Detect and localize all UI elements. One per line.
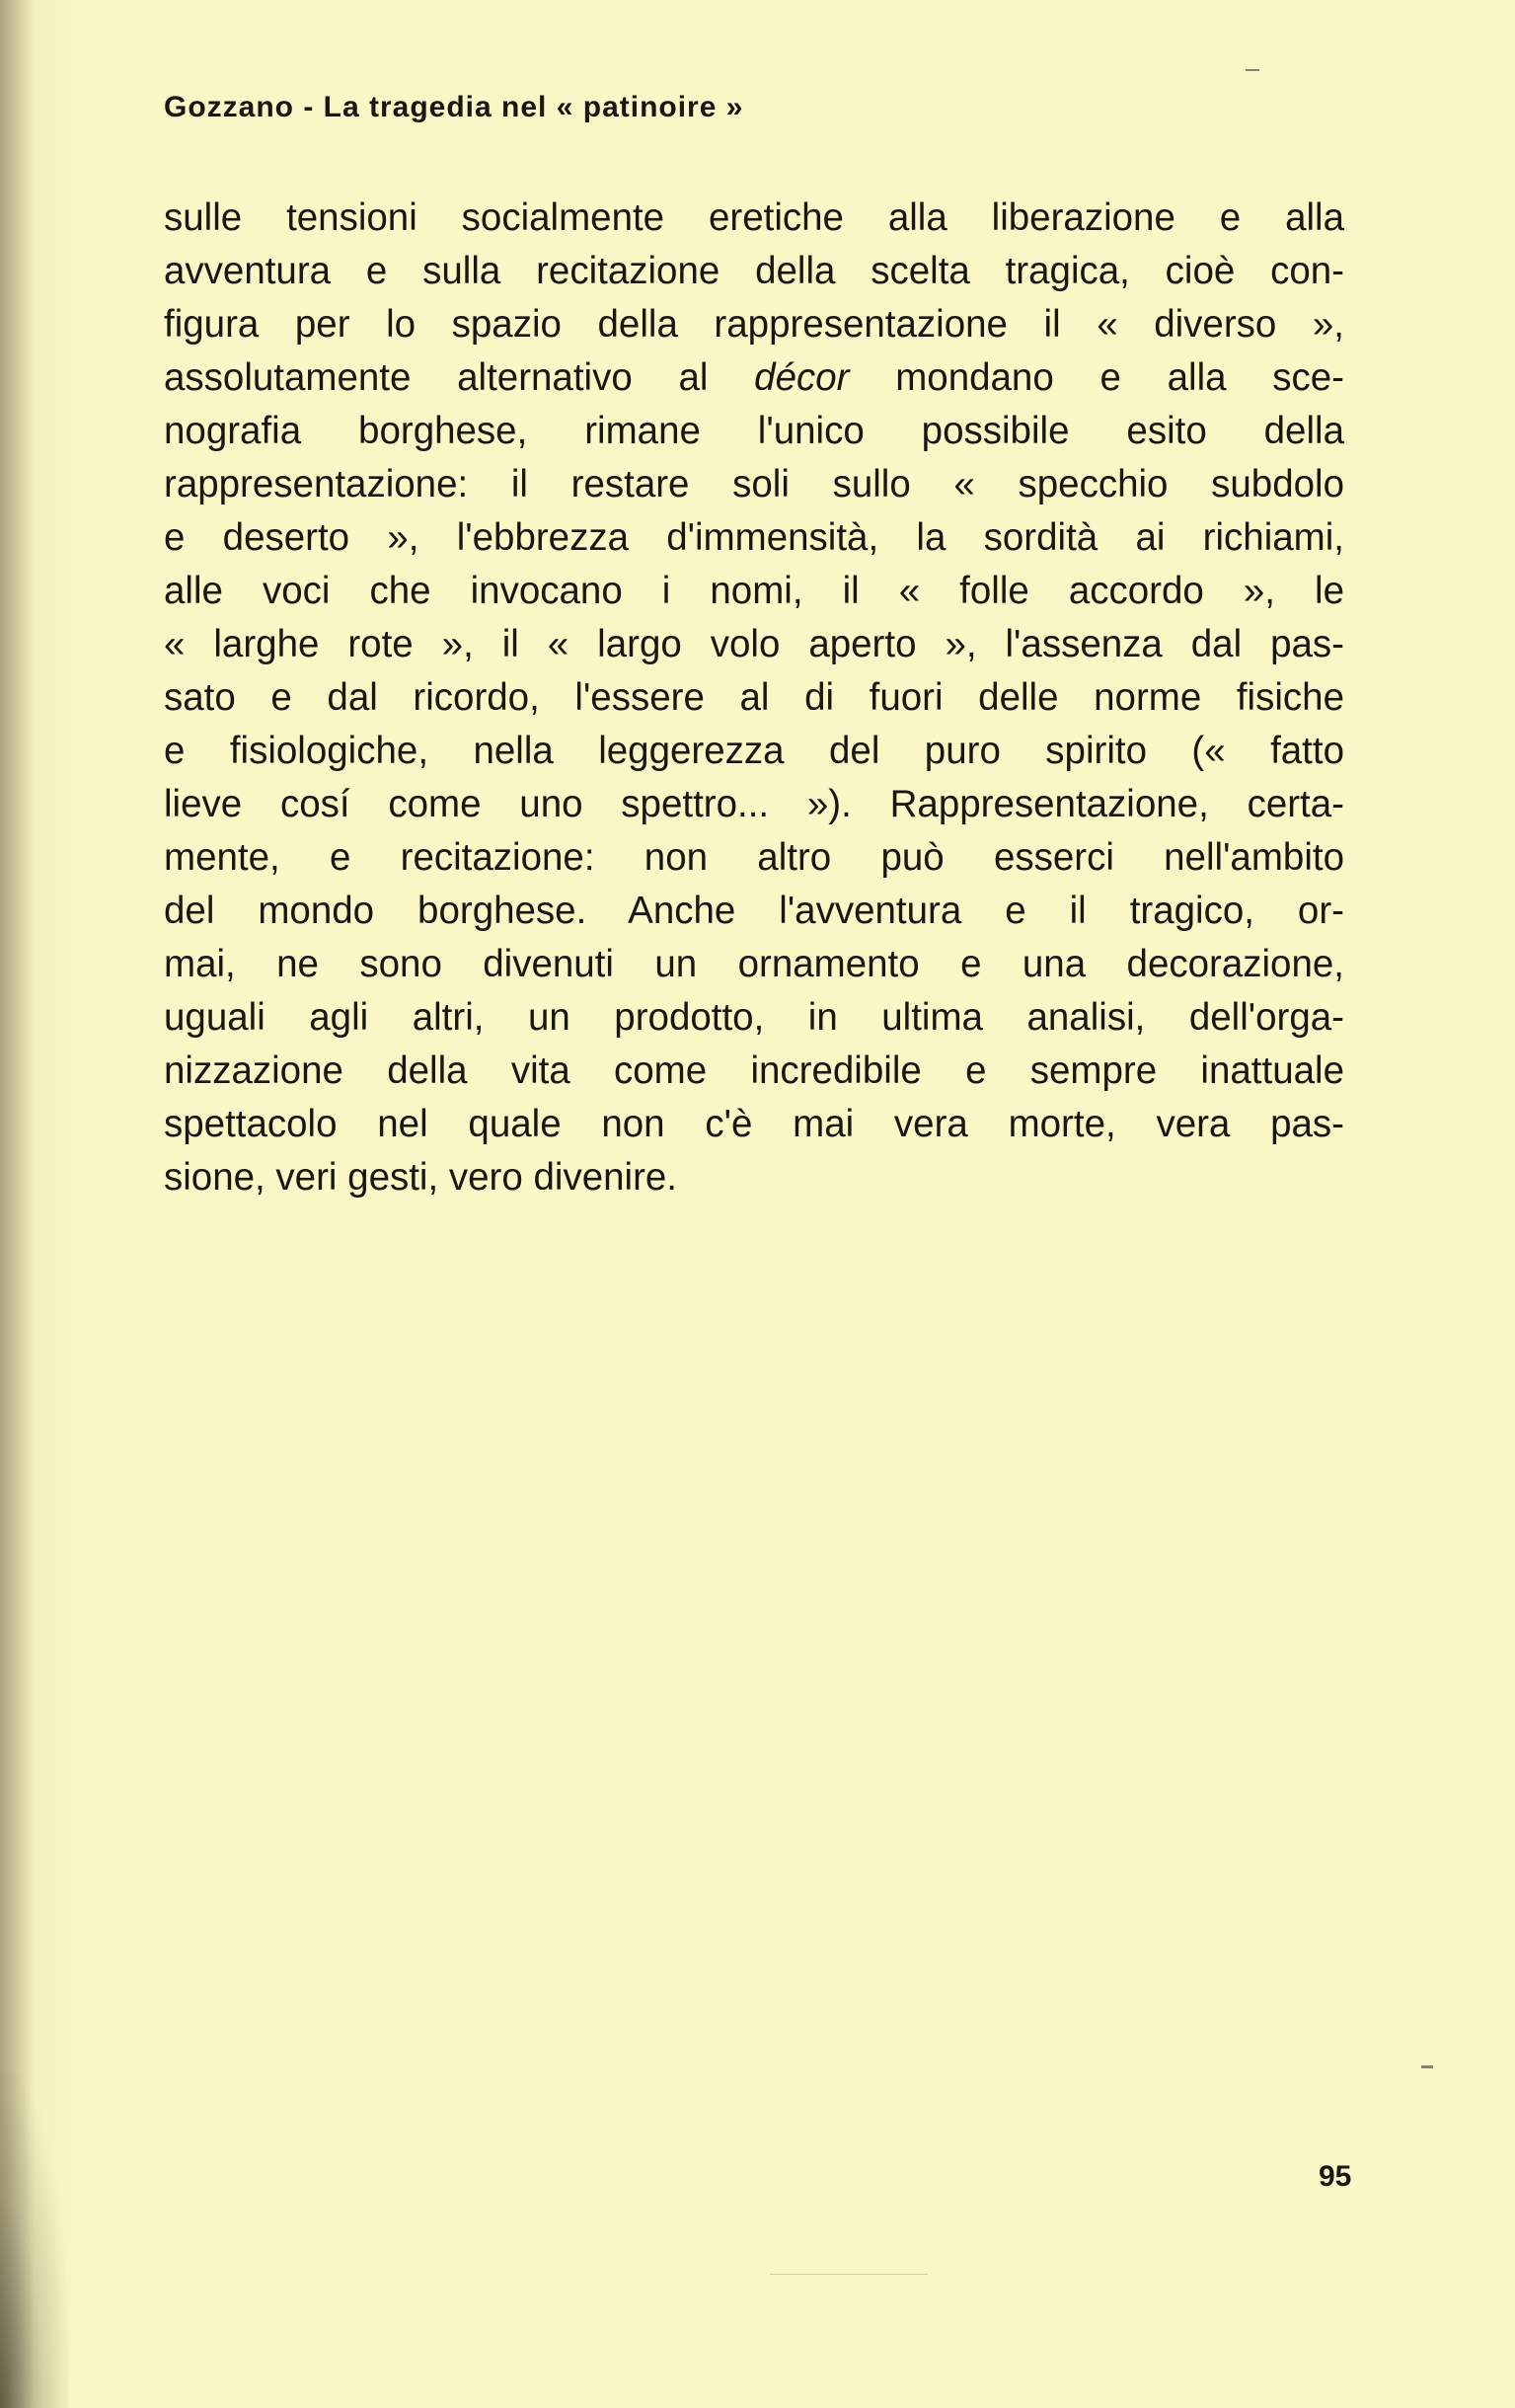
text-line: e fisiologiche, nella leggerezza del puro spirito (« fatto [164, 730, 1344, 772]
text-line: lieve cosí come uno spettro... »). Rappresentazione, certa- [164, 783, 1344, 825]
text-line: figura per lo spazio della rappresentazione il « diverso », [164, 303, 1344, 346]
text-line: sione, veri gesti, vero divenire. [164, 1156, 677, 1199]
ink-speck [1421, 2065, 1433, 2068]
running-head: Gozzano - La tragedia nel « patinoire » [164, 91, 744, 123]
text-line: del mondo borghese. Anche l'avventura e il tragico, or- [164, 890, 1344, 932]
spine-shadow [0, 0, 34, 2408]
text-line: spettacolo nel quale non c'è mai vera morte, vera pas- [164, 1103, 1344, 1145]
text-line: nizzazione della vita come incredibile e sempre inattuale [164, 1049, 1344, 1092]
text-line: « larghe rote », il « largo volo aperto », l'assenza dal pas- [164, 623, 1344, 665]
text-line: alle voci che invocano i nomi, il « folle accordo », le [164, 570, 1344, 612]
page-number: 95 [1319, 2160, 1352, 2193]
body-paragraph [164, 192, 1344, 1204]
text-line: mente, e recitazione: non altro può esserci nell'ambito [164, 836, 1344, 879]
text-line: mai, ne sono divenuti un ornamento e una decorazione, [164, 943, 1344, 985]
text-line: avventura e sulla recitazione della scelta tragica, cioè con- [164, 250, 1344, 292]
text-line: rappresentazione: il restare soli sullo « specchio subdolo [164, 463, 1344, 505]
text-line: sato e dal ricordo, l'essere al di fuori delle norme fisiche [164, 676, 1344, 719]
page-wear-stain [0, 2072, 69, 2408]
text-line: nografia borghese, rimane l'unico possibile esito della [164, 410, 1344, 452]
italic-word: décor [754, 356, 850, 399]
text-run: mondano e alla sce- [849, 356, 1344, 399]
ink-speck [1246, 69, 1259, 71]
text-line: e deserto », l'ebbrezza d'immensità, la sordità ai richiami, [164, 516, 1344, 559]
text-line: uguali agli altri, un prodotto, in ultima analisi, dell'orga- [164, 996, 1344, 1039]
text-run: assolutamente alternativo al [164, 356, 755, 399]
text-line [164, 351, 1344, 405]
text-line: sulle tensioni socialmente eretiche alla liberazione e alla [164, 196, 1344, 239]
ink-speck [770, 2274, 928, 2275]
